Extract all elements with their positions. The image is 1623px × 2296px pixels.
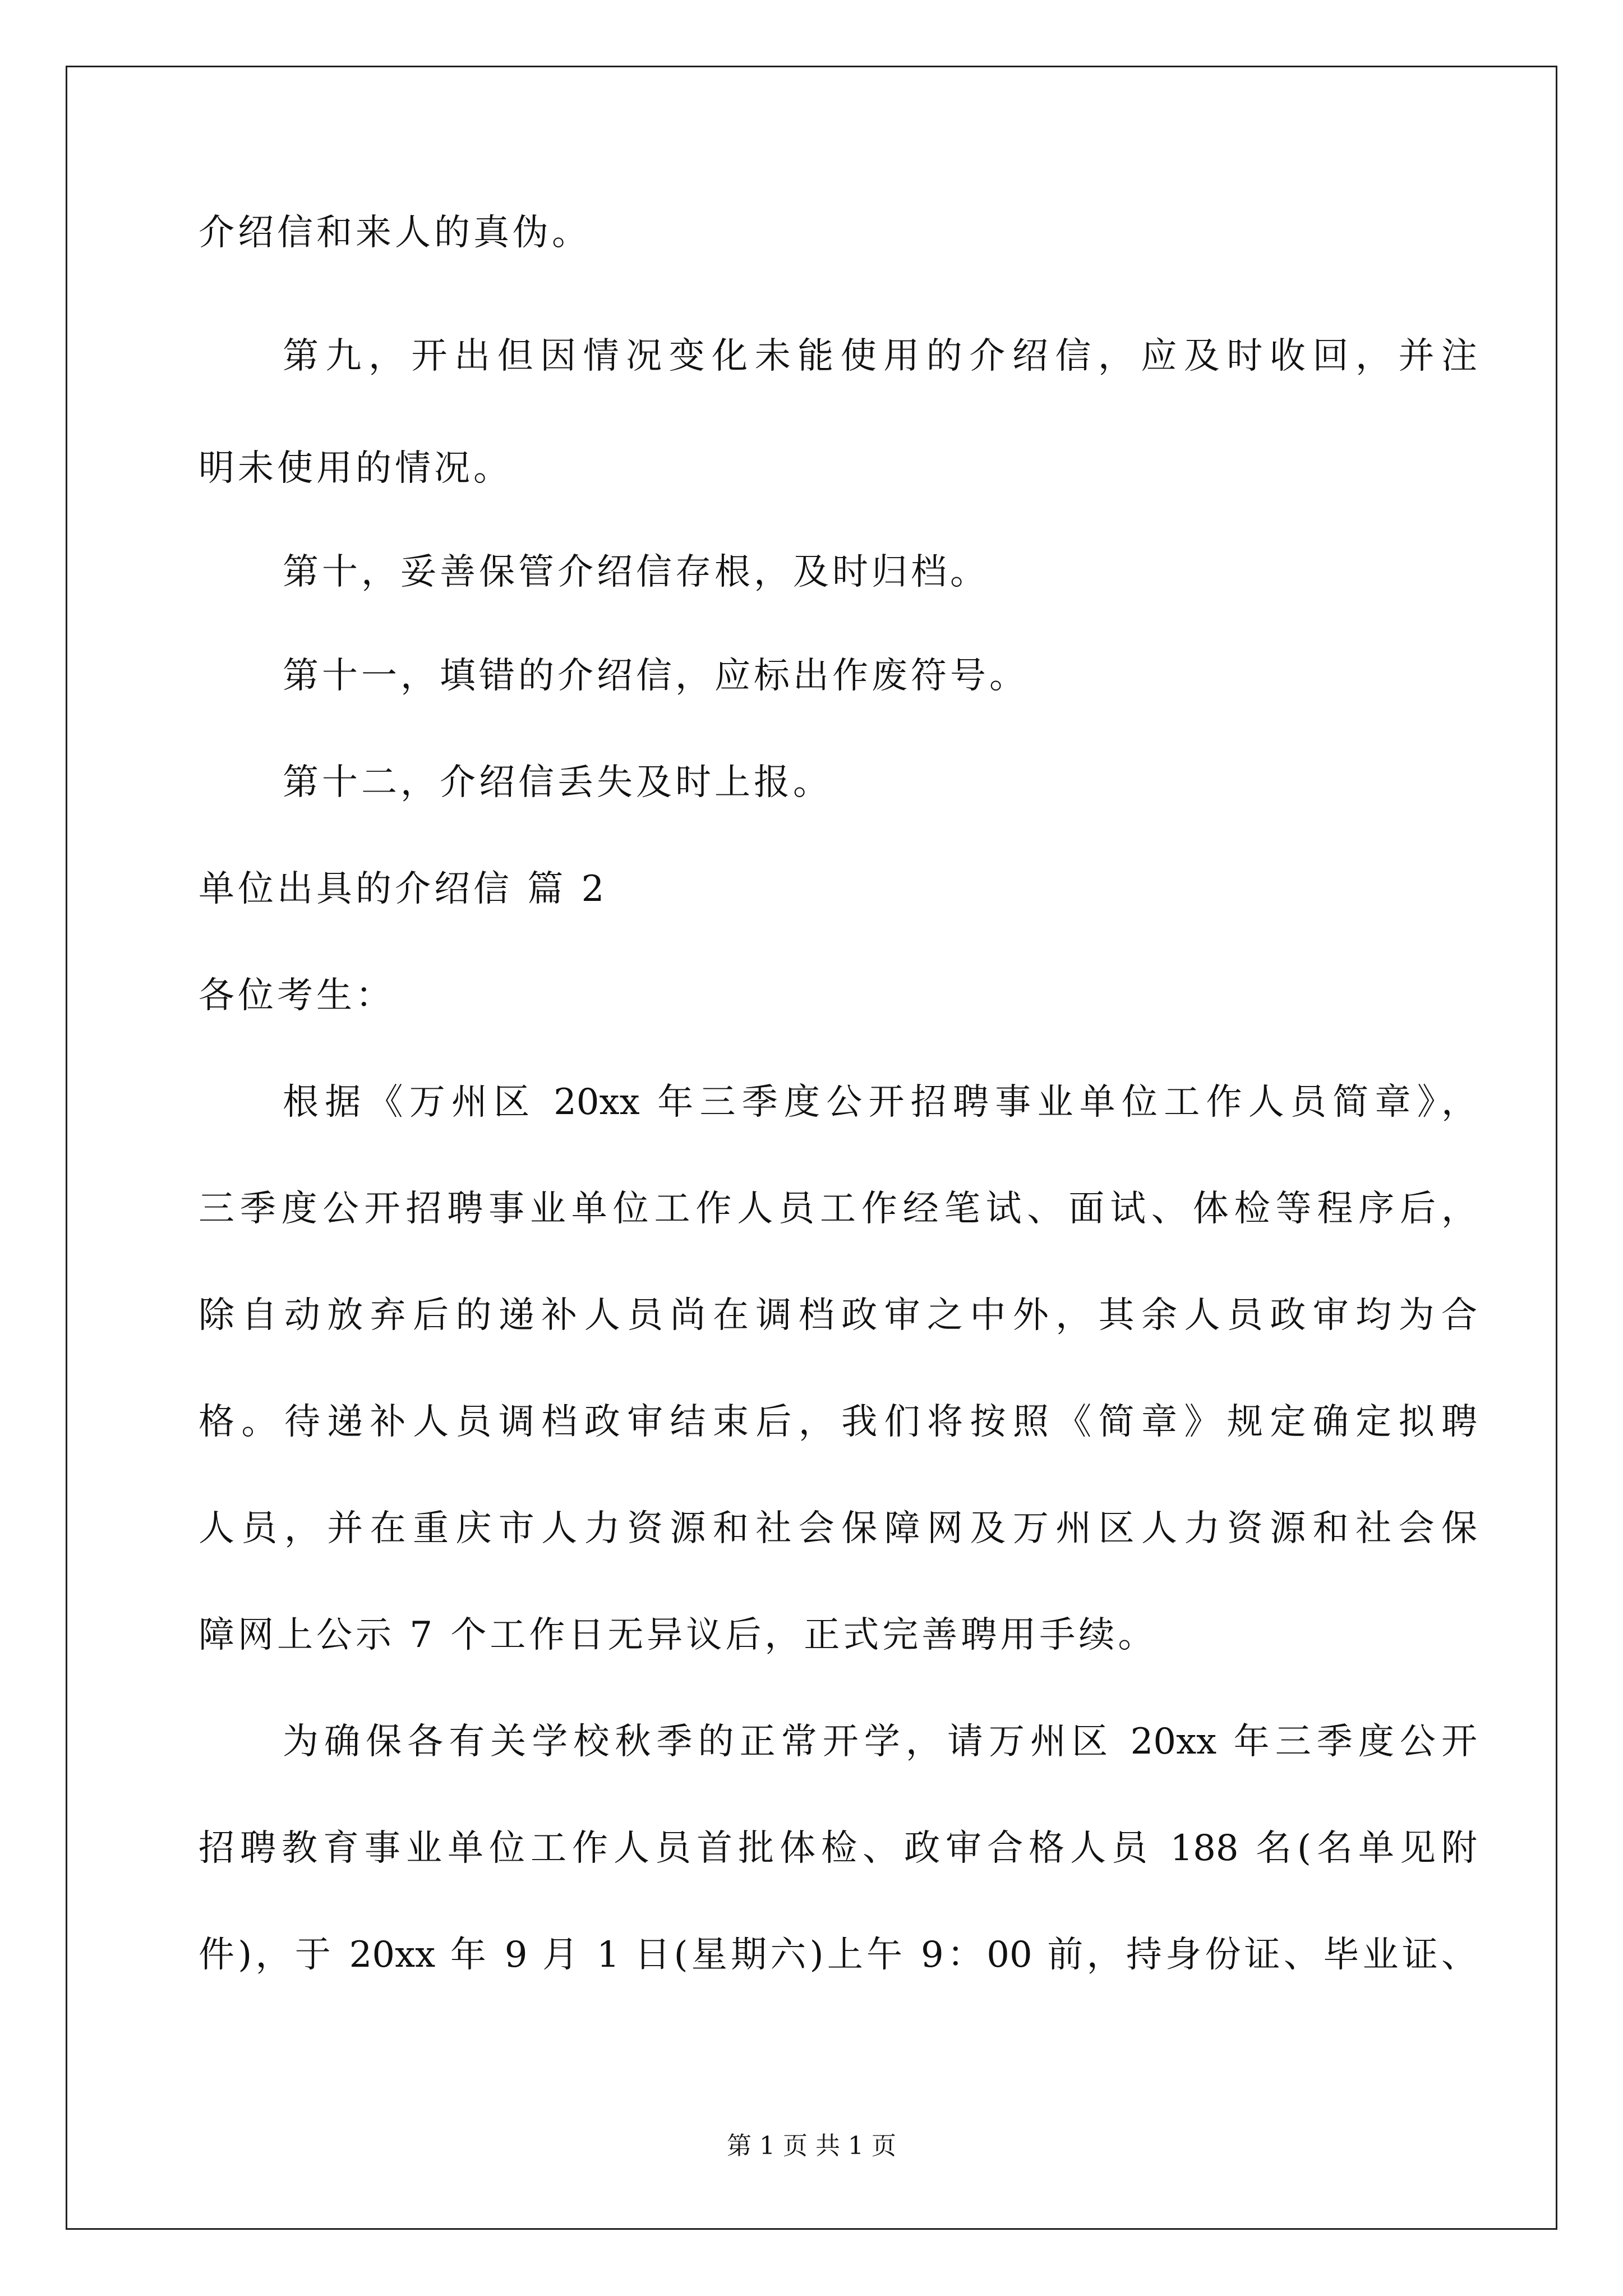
text-line-2: 第九，开出但因情况变化未能使用的介绍信，应及时收回，并注 <box>283 335 1477 377</box>
text-line-9: 根据《万州区 20xx 年三季度公开招聘事业单位工作人员简章》， <box>283 1082 1477 1123</box>
text-line-12: 格。待递补人员调档政审结束后，我们将按照《简章》规定确定拟聘 <box>199 1401 1477 1443</box>
text-line-3: 明未使用的情况。 <box>199 448 513 489</box>
text-line-6: 第十二，介绍信丢失及时上报。 <box>283 762 832 803</box>
text-line-4: 第十，妥善保管介绍信存根，及时归档。 <box>283 551 989 593</box>
text-line-15: 为确保各有关学校秋季的正常开学，请万州区 20xx 年三季度公开 <box>283 1721 1477 1763</box>
text-line-16: 招聘教育事业单位工作人员首批体检、政审合格人员 188 名(名单见附 <box>199 1828 1477 1869</box>
page-footer: 第 1 页 共 1 页 <box>727 2132 896 2160</box>
salutation: 各位考生： <box>199 975 395 1016</box>
text-line-13: 人员，并在重庆市人力资源和社会保障网及万州区人力资源和社会保 <box>199 1508 1477 1549</box>
text-line-17: 件)，于 20xx 年 9 月 1 日(星期六)上午 9：00 前，持身份证、毕业证、 <box>199 1934 1477 1976</box>
text-line-10: 三季度公开招聘事业单位工作人员工作经笔试、面试、体检等程序后， <box>199 1188 1477 1230</box>
text-line-5: 第十一，填错的介绍信，应标出作废符号。 <box>283 655 1029 697</box>
page-border <box>66 66 1557 2230</box>
text-line-11: 除自动放弃后的递补人员尚在调档政审之中外，其余人员政审均为合 <box>199 1295 1477 1336</box>
text-line-1: 介绍信和来人的真伪。 <box>199 212 591 254</box>
section-heading: 单位出具的介绍信 篇 2 <box>199 868 608 910</box>
text-line-14: 障网上公示 7 个工作日无异议后，正式完善聘用手续。 <box>199 1614 1158 1656</box>
